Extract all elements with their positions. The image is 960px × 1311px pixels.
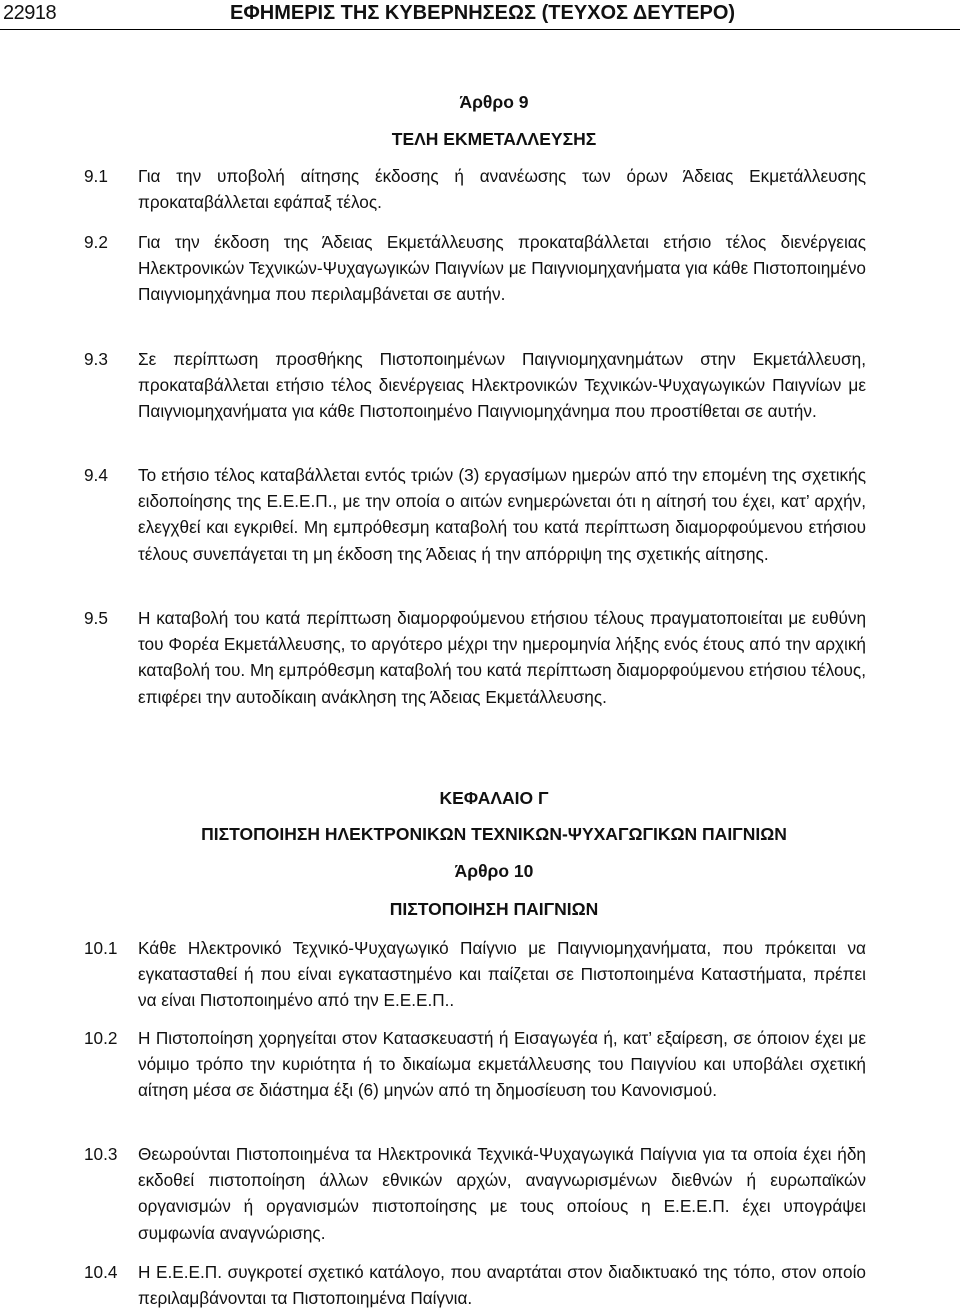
article-10-heading: Άρθρο 10: [454, 861, 534, 881]
paragraph-text: Το ετήσιο τέλος καταβάλλεται εντός τριών (3) εργασίμων ημερών από την επομένη της σχετικής ειδοποίησης της Ε.Ε.Ε.Π., με την οποία ο αιτών ενημερώνεται ότι η αίτησή του έχει, κατ’ αρχήν, ελεγχθεί και εγκριθεί. Μη εμπρόθεσμη καταβολή του κατά περίπτωση διαμορφούμενου ετήσιου τέλους συνεπάγεται τη μη έκδοση της Άδειας ή την απόρριψη της σχετικής αίτησης.: [138, 465, 866, 564]
paragraph-text: Η Πιστοποίηση χορηγείται στον Κατασκευαστή ή Εισαγωγέα ή, κατ’ εξαίρεση, σε όποιον έχει με νόμιμο τρόπο την κυριότητα ή το δικαίωμα εκμετάλλευσης του Παιγνίου και υποβάλει σχετική αίτηση μέσα σε διάστημα έξι (6) μηνών από τη δημοσίευση του Κανονισμού.: [138, 1028, 866, 1101]
paragraph-text: Για την υποβολή αίτησης έκδοσης ή ανανέωσης των όρων Άδειας Εκμετάλλευσης προκαταβάλλεται εφάπαξ τέλος.: [138, 166, 866, 213]
article-10-title: ΠΙΣΤΟΠΟΙΗΣΗ ΠΑΙΓΝΙΩΝ: [389, 899, 599, 919]
paragraph-number: 9.1: [84, 166, 108, 186]
paragraph-text: Σε περίπτωση προσθήκης Πιστοποιημένων Παιγνιομηχανημάτων στην Εκμετάλλευση, προκαταβάλλεται ετήσιο τέλος διενέργειας Ηλεκτρονικών Τεχνικών-Ψυχαγωγικών Παιγνίων με Παιγνιομηχανήματα για κάθε Πιστοποιημένο Παιγνιομηχάνημα που προστίθεται σε αυτήν.: [138, 349, 866, 422]
gazette-title: ΕΦΗΜΕΡΙΣ ΤΗΣ ΚΥΒΕΡΝΗΣΕΩΣ (ΤΕΥΧΟΣ ΔΕΥΤΕΡΟ): [230, 2, 736, 24]
paragraph-number: 9.4: [84, 465, 108, 485]
paragraph-text: Για την έκδοση της Άδειας Εκμετάλλευσης προκαταβάλλεται ετήσιο τέλος διενέργειας Ηλεκτρονικών Τεχνικών-Ψυχαγωγικών Παιγνίων με Παιγνιομηχανήματα για κάθε Πιστοποιημένο Παιγνιομηχάνημα που περιλαμβάνεται σε αυτήν.: [138, 232, 866, 305]
paragraph-9-3: [84, 346, 866, 425]
paragraph-10-1: [84, 935, 866, 1014]
paragraph-number: 9.2: [84, 232, 108, 252]
paragraph-number: 9.3: [84, 349, 108, 369]
paragraph-9-1: [84, 163, 866, 215]
paragraph-number: 9.5: [84, 608, 108, 628]
paragraph-9-4: [84, 462, 866, 567]
paragraph-number: 10.2: [84, 1028, 118, 1048]
paragraph-9-2: [84, 229, 866, 308]
paragraph-10-3: [84, 1141, 866, 1246]
paragraph-number: 10.4: [84, 1262, 118, 1282]
chapter-heading: ΚΕΦΑΛΑΙΟ Γ: [439, 788, 549, 808]
paragraph-text: Θεωρούνται Πιστοποιημένα τα Ηλεκτρονικά Τεχνικά-Ψυχαγωγικά Παίγνια για τα οποία έχει ήδη εκδοθεί πιστοποίηση άλλων εθνικών αρχών, αναγνωρισμένων διεθνών ή ευρωπαϊκών οργανισμών ή οργανισμών πιστοποίησης με τους οποίους η Ε.Ε.Ε.Π. έχει υπογράψει συμφωνία αναγνώρισης.: [138, 1144, 866, 1243]
article-9-heading: Άρθρο 9: [459, 92, 529, 112]
header-divider: [0, 29, 960, 30]
paragraph-text: Η καταβολή του κατά περίπτωση διαμορφούμενου ετήσιου τέλους πραγματοποιείται με ευθύνη του Φορέα Εκμετάλλευσης, το αργότερο μέχρι την ημερομηνία λήξης ενός έτους από την αρχική καταβολή του. Μη εμπρόθεσμη καταβολή του κατά περίπτωση διαμορφούμενου ετήσιου τέλους, επιφέρει την αυτοδίκαιη ανάκληση της Άδειας Εκμετάλλευσης.: [138, 608, 866, 707]
chapter-title: ΠΙΣΤΟΠΟΙΗΣΗ ΗΛΕΚΤΡΟΝΙΚΩΝ ΤΕΧΝΙΚΩΝ-ΨΥΧΑΓΩΓΙΚΩΝ ΠΑΙΓΝΙΩΝ: [201, 824, 787, 844]
paragraph-number: 10.1: [84, 938, 118, 958]
article-9-title: ΤΕΛΗ ΕΚΜΕΤΑΛΛΕΥΣΗΣ: [391, 129, 597, 149]
paragraph-9-5: [84, 605, 866, 710]
paragraph-text: Η Ε.Ε.Ε.Π. συγκροτεί σχετικό κατάλογο, που αναρτάται στον διαδικτυακό της τόπο, στον οποίο περιλαμβάνονται τα Πιστοποιημένα Παίγνια.: [138, 1262, 866, 1309]
page-header: [0, 0, 960, 30]
page-number: 22918: [3, 2, 57, 24]
paragraph-text: Κάθε Ηλεκτρονικό Τεχνικό-Ψυχαγωγικό Παίγνιο με Παιγνιομηχανήματα, που πρόκειται να εγκατασταθεί ή που είναι εγκαταστημένο και παίζεται σε Πιστοποιημένα Καταστήματα, πρέπει να είναι Πιστοποιημένο από την Ε.Ε.Ε.Π..: [138, 938, 866, 1011]
paragraph-10-4: [84, 1259, 866, 1311]
paragraph-number: 10.3: [84, 1144, 118, 1164]
paragraph-10-2: [84, 1025, 866, 1104]
